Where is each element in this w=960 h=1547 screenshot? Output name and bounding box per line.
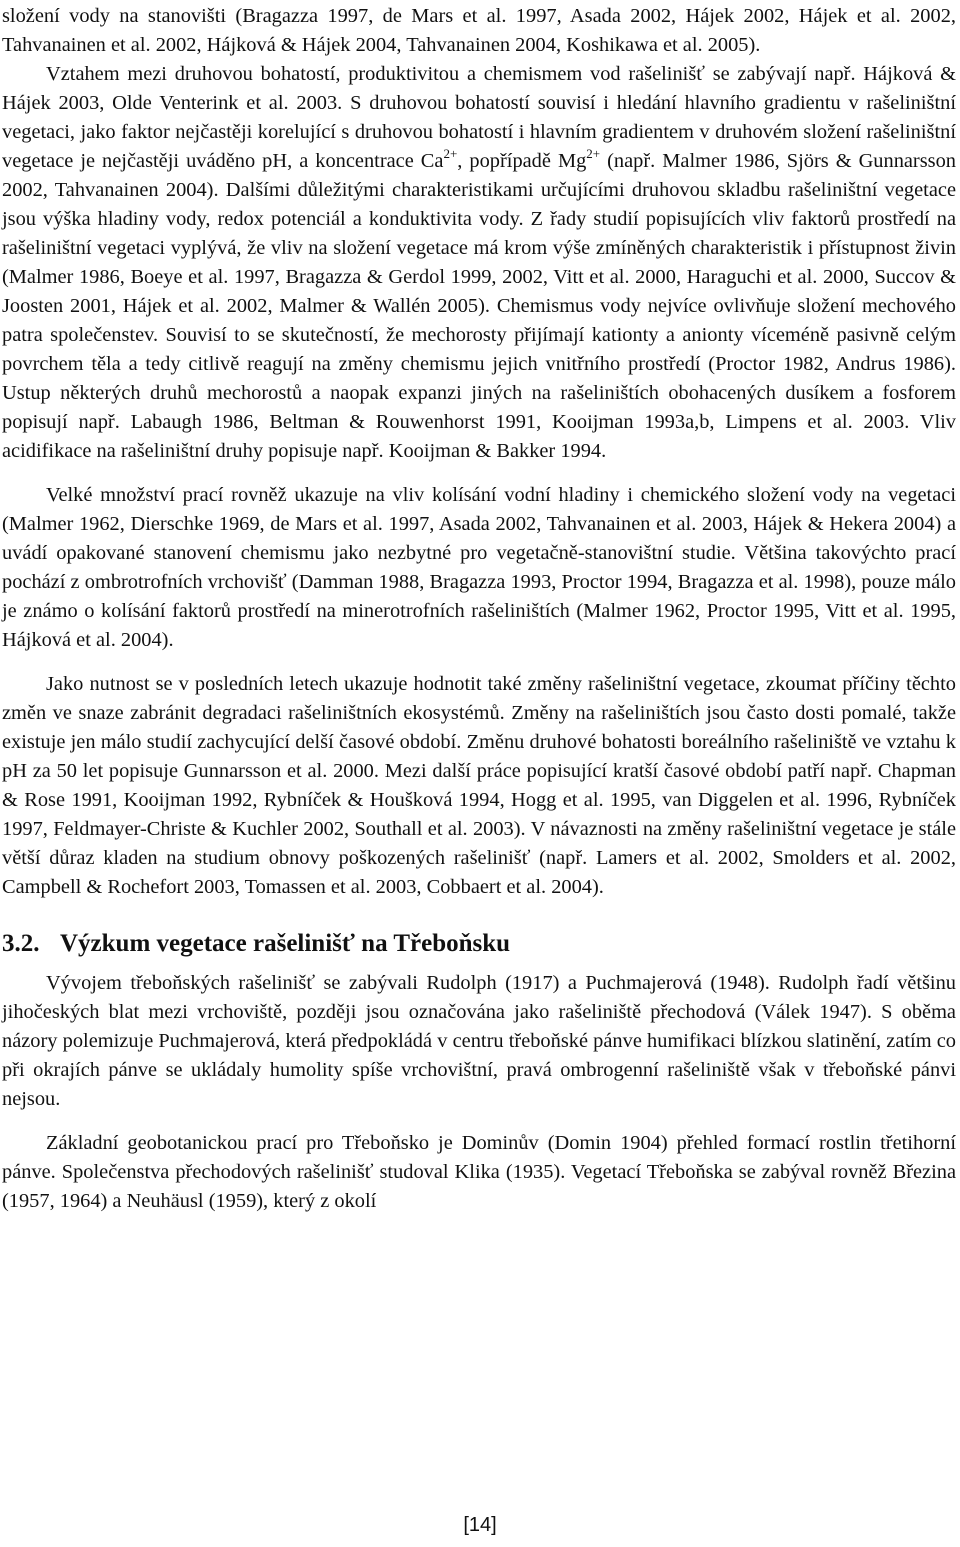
section-title: Výzkum vegetace rašelinišť na Třeboňsku [60, 930, 511, 957]
section-heading [2, 928, 956, 960]
paragraph-species-richness [2, 60, 956, 466]
body-text [2, 2, 956, 1216]
superscript-charge: 2+ [586, 146, 601, 161]
paragraph-text: , popřípadě Mg [457, 150, 587, 172]
paragraph-geobotany: Základní geobotanickou prací pro Třeboňsko je Dominův (Domin 1904) přehled formací rostlin třetihorní pánve. Společenstva přechodových rašelinišť studoval Klika (1935). Vegetací Třeboňska se zabýval rovněž Březina (1957, 1964) a Neuhäusl (1959), který z okolí [2, 1132, 956, 1212]
superscript-charge: 2+ [443, 146, 458, 161]
paragraph-text: Vztahem mezi druhovou bohatostí, produktivitou a chemismem vod rašelinišť se zabývají např. Hájková & Hájek 2003, Olde Venterink et al. 2003. S druhovou bohatostí souvisí i hledání hlavního gradientu v rašeliništní vegetaci, jako faktor nejčastěji korelující s druhovou bohatostí i hlavním gradientem v druhovém složení rašeliništní vegetace je nejčastěji uváděno pH, a koncentrace Ca [2, 63, 956, 172]
page-number: [14] [463, 1514, 497, 1536]
paragraph-trebon-history: Vývojem třeboňských rašelinišť se zabývali Rudolph (1917) a Puchmajerová (1948). Rudolph řadí většinu jihočeských blat mezi vrchoviště, později jsou označována jako rašeliniště přechodová (Válek 1947). S oběma názory polemizuje Puchmajerová, která předpokládá v centru třeboňské pánve humifikaci blízkou slatinění, zatím co při okrajích pánve se ukládaly humolity spíše vrchovištní, pravá ombrogenní rašeliniště však v třeboňské pánvi nejsou. [2, 972, 956, 1110]
paragraph-water-level: Velké množství prací rovněž ukazuje na vliv kolísání vodní hladiny i chemického složení vody na vegetaci (Malmer 1962, Dierschke 1969, de Mars et al. 1997, Asada 2002, Tahvanainen et al. 2003, Hájek & Hekera 2004) a uvádí opakované stanovení chemismu jako nezbytné pro vegetačně-stanovištní studie. Většina takovýchto prací pochází z ombrotrofních vrchovišť (Damman 1988, Bragazza 1993, Proctor 1994, Bragazza et al. 1998), pouze málo je známo o kolísání faktorů prostředí na minerotrofních rašeliništích (Malmer 1962, Proctor 1995, Vitt et al. 1995, Hájková et al. 2004). [2, 484, 956, 651]
paragraph-vegetation-change: Jako nutnost se v posledních letech ukazuje hodnotit také změny rašeliništní vegetace, zkoumat příčiny těchto změn ve snaze zabránit degradaci rašeliništních ekosystémů. Změny na rašeliništích jsou často dosti pomalé, takže existuje jen málo studií zachycující delší časové období. Změnu druhové bohatosti boreálního rašeliniště ve vztahu k pH za 50 let popisuje Gunnarsson et al. 2000. Mezi další práce popisující kratší časové období patří např. Chapman & Rose 1991, Kooijman 1992, Rybníček & Houšková 1994, Hogg et al. 1995, van Diggelen et al. 1996, Rybníček 1997, Feldmayer-Christe & Kuchler 2002, Southall et al. 2003). V návaznosti na změny rašeliništní vegetace je stále větší důraz kladen na studium obnovy poškozených rašelinišť (např. Lamers et al. 2002, Smolders et al. 2002, Campbell & Rochefort 2003, Tomassen et al. 2003, Cobbaert et al. 2004). [2, 673, 956, 898]
section-number: 3.2. [2, 930, 40, 957]
paragraph-continuation: složení vody na stanovišti (Bragazza 1997, de Mars et al. 1997, Asada 2002, Hájek 2002, Hájek et al. 2002, Tahvanainen et al. 2002, Hájková & Hájek 2004, Tahvanainen 2004, Koshikawa et al. 2005). [2, 5, 956, 56]
paragraph-text: (např. Malmer 1986, Sjörs & Gunnarsson 2002, Tahvanainen 2004). Dalšími důležitými charakteristikami určujícími druhovou skladbu rašeliništní vegetace jsou výška hladiny vody, redox potenciál a konduktivita vody. Z řady studií popisujících vliv faktorů prostředí na rašeliništní vegetaci vyplývá, že vliv na složení vegetace má krom výše zmíněných charakteristik i přístupnost živin (Malmer 1986, Boeye et al. 1997, Bragazza & Gerdol 1999, 2002, Vitt et al. 2000, Haraguchi et al. 2000, Succov & Joosten 2001, Hájek et al. 2002, Malmer & Wallén 2005). Chemismus vody nejvíce ovlivňuje složení mechového patra společenstev. Souvisí to se skutečností, že mechorosty přijímají kationty a anionty víceméně pasivně celým povrchem těla a tedy citlivě reagují na změny chemismu jejich vnitřního prostředí (Proctor 1982, Andrus 1986). Ustup některých druhů mechorostů a naopak expanzi jiných na rašeliništích obohacených dusíkem a fosforem popisují např. Labaugh 1986, Beltman & Rouwenhorst 1991, Kooijman 1993a,b, Limpens et al. 2003. Vliv acidifikace na rašeliništní druhy popisuje např. Kooijman & Bakker 1994. [2, 150, 956, 462]
